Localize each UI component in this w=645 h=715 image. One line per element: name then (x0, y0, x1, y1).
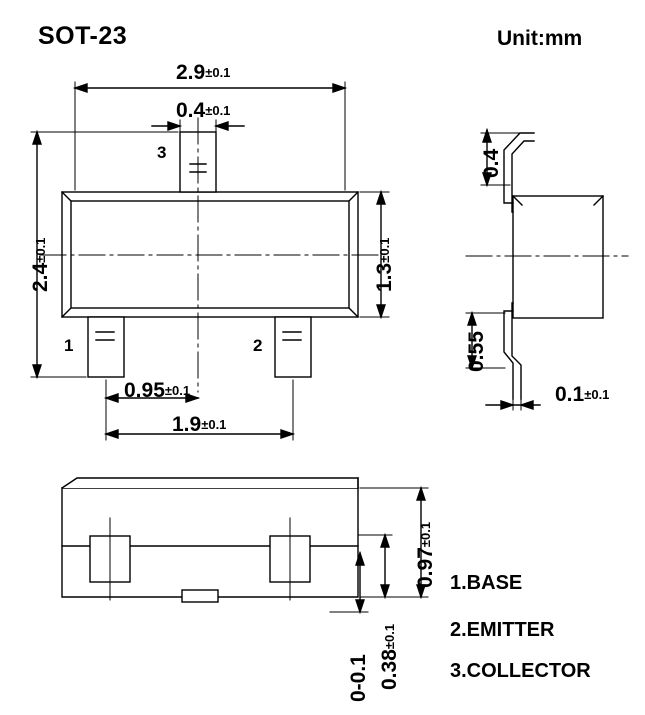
dim-pitch-0p95-tol: ±0.1 (164, 383, 191, 398)
pin-number-2: 2 (253, 336, 263, 355)
dim-width-2p9 (176, 62, 230, 83)
legend-item-collector: 3.COLLECTOR (450, 660, 591, 682)
dim-width-2p9-value: 2.9 (176, 61, 206, 84)
dim-height-2p4-value: 2.4 (29, 262, 52, 292)
legend-item-base: 1.BASE (450, 572, 523, 594)
dim-body-lead-0p97-value: 0.97 (414, 547, 437, 588)
dim-lead-width-0p4-value: 0.4 (176, 99, 206, 122)
dim-lead-width-0p4-tol: ±0.1 (205, 103, 231, 118)
dim-body-lead-0p97 (415, 522, 436, 588)
dim-height-2p4 (30, 238, 51, 292)
dim-body-height-1p3-tol: ±0.1 (377, 237, 392, 263)
dim-pitch-0p95-value: 0.95 (124, 379, 165, 402)
dim-lead-thickness-0p1-tol: ±0.1 (584, 387, 610, 402)
dim-body-height-1p3 (374, 238, 395, 292)
dim-body-lead-0p97-tol: ±0.1 (418, 521, 433, 548)
dim-span-1p9-tol: ±0.1 (201, 417, 227, 432)
legend-item-emitter: 2.EMITTER (450, 619, 555, 641)
dim-lead-width-0p4 (176, 100, 230, 121)
dim-lead-top-0p4-value: 0.4 (480, 148, 503, 178)
dim-lead-foot-0p38-value: 0.38 (378, 649, 401, 690)
dim-width-2p9-tol: ±0.1 (205, 65, 231, 80)
dim-height-2p4-tol: ±0.1 (33, 237, 48, 263)
dim-pitch-0p95 (124, 380, 190, 401)
dim-seating-0-0p1 (348, 654, 369, 702)
dim-lead-foot-0p38-tol: ±0.1 (382, 623, 397, 650)
dim-standoff-0p55 (466, 331, 487, 372)
pin-number-1: 1 (64, 336, 74, 355)
dim-lead-thickness-0p1-value: 0.1 (555, 383, 585, 406)
dim-lead-thickness-0p1 (555, 384, 609, 405)
page-title: SOT-23 (38, 22, 128, 50)
dim-lead-foot-0p38 (379, 624, 400, 690)
dim-lead-top-0p4 (481, 149, 502, 178)
unit-note: Unit:mm (497, 27, 583, 50)
dim-span-1p9 (172, 414, 226, 435)
dim-body-height-1p3-value: 1.3 (373, 262, 396, 292)
pin-number-3: 3 (157, 143, 167, 162)
dim-standoff-0p55-value: 0.55 (465, 331, 488, 372)
dim-span-1p9-value: 1.9 (172, 413, 202, 436)
dim-seating-0-0p1-value: 0-0.1 (347, 654, 370, 702)
